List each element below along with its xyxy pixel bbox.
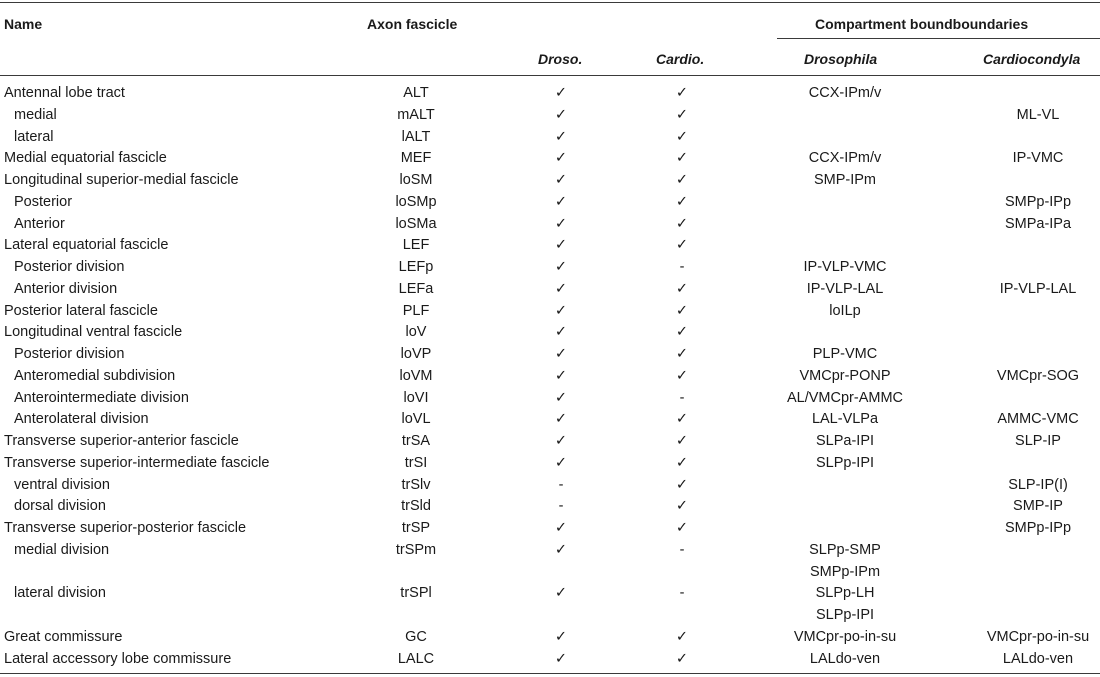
header-name: Name	[4, 16, 43, 32]
table-row	[0, 648, 1100, 670]
header-compartment-boundaries: Compartment boundboundaries	[815, 16, 1029, 32]
header-cardiocondyla: Cardiocondyla	[983, 51, 1081, 67]
top-rule	[0, 2, 1100, 3]
table-row	[0, 387, 1100, 409]
row-name: Posterior division	[14, 346, 125, 362]
row-droso-mark: ✓	[554, 324, 568, 341]
row-cardio-mark: ✓	[675, 302, 689, 319]
table-row	[0, 561, 1100, 583]
row-boundary-drosophila: AL/VMCpr-AMMC	[786, 389, 904, 406]
row-droso-mark: ✓	[554, 454, 568, 471]
table-row	[0, 343, 1100, 365]
row-name: medial	[14, 106, 57, 123]
row-name: medial division	[14, 541, 110, 558]
table-row	[0, 626, 1100, 648]
row-name: Transverse superior-anterior fascicle	[4, 433, 239, 449]
table-row	[0, 321, 1100, 343]
row-cardio-mark: ✓	[675, 237, 689, 254]
row-boundary-cardiocondyla: SLP-IP(I)	[1008, 476, 1068, 493]
row-cardio-mark: ✓	[675, 476, 689, 493]
row-droso-mark: ✓	[554, 280, 568, 297]
row-name: dorsal division	[14, 498, 106, 515]
row-boundary-cardiocondyla: IP-VLP-LAL	[999, 280, 1077, 297]
row-cardio-mark: ✓	[675, 367, 689, 384]
row-cardio-mark: ✓	[675, 324, 689, 341]
table-row	[0, 495, 1100, 517]
row-name: Longitudinal ventral fascicle	[4, 324, 183, 341]
row-droso-mark: ✓	[554, 346, 568, 362]
row-cardio-mark: ✓	[675, 520, 689, 536]
row-droso-mark: ✓	[554, 237, 568, 254]
row-boundary-drosophila: SLPp-IPI	[815, 454, 875, 471]
row-name: Lateral accessory lobe commissure	[4, 650, 232, 667]
row-cardio-mark: -	[679, 541, 685, 558]
table-row	[0, 474, 1100, 496]
row-droso-mark: ✓	[554, 259, 568, 275]
row-axon-fascicle: LEFa	[398, 280, 434, 297]
row-axon-fascicle: trSPl	[400, 585, 432, 602]
row-boundary-drosophila: SLPp-IPI	[815, 607, 875, 623]
row-axon-fascicle: trSA	[401, 433, 431, 449]
table-row	[0, 191, 1100, 213]
row-boundary-cardiocondyla: VMCpr-SOG	[996, 367, 1080, 384]
row-axon-fascicle: trSI	[404, 454, 428, 471]
row-droso-mark: ✓	[554, 193, 568, 210]
row-boundary-drosophila: SLPp-SMP	[809, 541, 881, 558]
row-name: lateral	[14, 128, 54, 145]
row-axon-fascicle: LEF	[402, 237, 430, 254]
row-axon-fascicle: LEFp	[398, 259, 434, 275]
table-row	[0, 430, 1100, 452]
row-cardio-mark: ✓	[675, 454, 689, 471]
row-boundary-cardiocondyla: VMCpr-po-in-su	[986, 628, 1090, 645]
compartment-rule	[777, 38, 1100, 39]
row-droso-mark: ✓	[554, 541, 568, 558]
row-droso-mark: ✓	[554, 215, 568, 232]
row-axon-fascicle: mALT	[397, 106, 435, 123]
header-axon-fascicle: Axon fascicle	[367, 16, 458, 32]
row-droso-mark: ✓	[554, 433, 568, 449]
row-name: Longitudinal superior-medial fascicle	[4, 172, 239, 188]
row-name: Anteromedial subdivision	[14, 367, 176, 384]
row-name: ventral division	[14, 476, 110, 493]
row-cardio-mark: ✓	[675, 628, 689, 645]
row-boundary-cardiocondyla: SMPa-IPa	[1004, 215, 1072, 232]
row-droso-mark: ✓	[554, 172, 568, 188]
row-axon-fascicle: trSPm	[395, 541, 437, 558]
row-boundary-cardiocondyla: SMPp-IPp	[1004, 520, 1072, 536]
row-droso-mark: ✓	[554, 520, 568, 536]
row-name: Anterointermediate division	[14, 389, 189, 406]
row-boundary-drosophila: SLPa-IPI	[815, 433, 875, 449]
table-row	[0, 517, 1100, 539]
row-cardio-mark: ✓	[675, 172, 689, 188]
row-droso-mark: ✓	[554, 411, 568, 428]
row-name: Transverse superior-intermediate fascicle	[4, 454, 270, 471]
table-row	[0, 604, 1100, 626]
row-droso-mark: -	[558, 498, 564, 515]
header-drosophila: Drosophila	[804, 51, 878, 67]
table-row	[0, 452, 1100, 474]
row-cardio-mark: ✓	[675, 215, 689, 232]
row-axon-fascicle: GC	[405, 628, 427, 645]
row-droso-mark: -	[558, 476, 564, 493]
row-boundary-drosophila: CCX-IPm/v	[808, 150, 882, 167]
table-row	[0, 278, 1100, 300]
row-axon-fascicle: loVL	[401, 411, 431, 428]
table-row	[0, 582, 1100, 604]
table-row	[0, 147, 1100, 169]
row-name: Posterior division	[14, 259, 125, 275]
table-row	[0, 234, 1100, 256]
row-axon-fascicle: trSld	[401, 498, 431, 515]
row-name: Anterior division	[14, 280, 118, 297]
row-name: Medial equatorial fascicle	[4, 150, 167, 167]
row-name: Posterior lateral fascicle	[4, 302, 158, 319]
row-droso-mark: ✓	[554, 106, 568, 123]
row-cardio-mark: -	[679, 259, 685, 275]
row-boundary-cardiocondyla: AMMC-VMC	[997, 411, 1079, 428]
row-boundary-cardiocondyla: LALdo-ven	[1002, 650, 1074, 667]
row-boundary-drosophila: loILp	[829, 302, 861, 319]
row-cardio-mark: -	[679, 585, 685, 602]
row-boundary-drosophila: LALdo-ven	[809, 650, 881, 667]
header-rule	[0, 75, 1100, 76]
row-droso-mark: ✓	[554, 128, 568, 145]
row-cardio-mark: ✓	[675, 650, 689, 667]
row-droso-mark: ✓	[554, 389, 568, 406]
row-cardio-mark: ✓	[675, 85, 689, 101]
row-boundary-drosophila: PLP-VMC	[812, 346, 878, 362]
bottom-rule	[0, 673, 1100, 674]
table-row	[0, 300, 1100, 322]
row-boundary-drosophila: SMP-IPm	[813, 172, 877, 188]
table-row	[0, 169, 1100, 191]
row-axon-fascicle: LALC	[397, 650, 435, 667]
table-row	[0, 213, 1100, 235]
row-boundary-cardiocondyla: ML-VL	[1016, 106, 1060, 123]
row-cardio-mark: ✓	[675, 128, 689, 145]
row-boundary-drosophila: LAL-VLPa	[811, 411, 879, 428]
table-row	[0, 365, 1100, 387]
row-axon-fascicle: loVP	[400, 346, 432, 362]
header-droso: Droso.	[538, 51, 583, 67]
row-axon-fascicle: loSMa	[395, 215, 437, 232]
row-droso-mark: ✓	[554, 150, 568, 167]
row-cardio-mark: ✓	[675, 193, 689, 210]
row-axon-fascicle: loVM	[399, 367, 433, 384]
row-cardio-mark: ✓	[675, 498, 689, 515]
table-row	[0, 408, 1100, 430]
row-name: Antennal lobe tract	[4, 85, 125, 101]
row-axon-fascicle: trSlv	[401, 476, 431, 493]
row-axon-fascicle: PLF	[402, 302, 430, 319]
row-droso-mark: ✓	[554, 628, 568, 645]
row-boundary-drosophila: CCX-IPm/v	[808, 85, 882, 101]
table-row	[0, 82, 1100, 104]
row-cardio-mark: ✓	[675, 150, 689, 167]
row-boundary-drosophila: SMPp-IPm	[809, 563, 881, 580]
header-cardio: Cardio.	[656, 51, 705, 67]
row-axon-fascicle: trSP	[401, 520, 431, 536]
row-droso-mark: ✓	[554, 367, 568, 384]
row-droso-mark: ✓	[554, 85, 568, 101]
table-row	[0, 104, 1100, 126]
row-axon-fascicle: loSM	[399, 172, 433, 188]
table-row	[0, 126, 1100, 148]
row-axon-fascicle: loVI	[403, 389, 429, 406]
row-droso-mark: ✓	[554, 585, 568, 602]
row-name: Great commissure	[4, 628, 123, 645]
row-name: Transverse superior-posterior fascicle	[4, 520, 247, 536]
row-cardio-mark: ✓	[675, 280, 689, 297]
row-name: Anterolateral division	[14, 411, 149, 428]
row-axon-fascicle: ALT	[403, 85, 429, 101]
row-name: Lateral equatorial fascicle	[4, 237, 169, 254]
row-boundary-drosophila: IP-VLP-LAL	[806, 280, 884, 297]
row-cardio-mark: ✓	[675, 106, 689, 123]
table-row	[0, 256, 1100, 278]
row-boundary-drosophila: IP-VLP-VMC	[803, 259, 887, 275]
row-boundary-cardiocondyla: SLP-IP	[1015, 433, 1061, 449]
row-boundary-drosophila: VMCpr-po-in-su	[793, 628, 897, 645]
row-cardio-mark: -	[679, 389, 685, 406]
row-boundary-cardiocondyla: SMP-IP	[1013, 498, 1063, 515]
row-boundary-drosophila: VMCpr-PONP	[799, 367, 891, 384]
row-boundary-drosophila: SLPp-LH	[815, 585, 875, 602]
row-axon-fascicle: lALT	[401, 128, 431, 145]
row-name: Posterior	[14, 193, 73, 210]
row-cardio-mark: ✓	[675, 346, 689, 362]
row-axon-fascicle: loV	[405, 324, 427, 341]
row-droso-mark: ✓	[554, 650, 568, 667]
table-row	[0, 539, 1100, 561]
row-axon-fascicle: loSMp	[395, 193, 437, 210]
row-droso-mark: ✓	[554, 302, 568, 319]
row-name: lateral division	[14, 585, 106, 602]
row-cardio-mark: ✓	[675, 411, 689, 428]
row-boundary-cardiocondyla: SMPp-IPp	[1004, 193, 1072, 210]
row-axon-fascicle: MEF	[400, 150, 432, 167]
row-boundary-cardiocondyla: IP-VMC	[1012, 150, 1064, 167]
row-cardio-mark: ✓	[675, 433, 689, 449]
row-name: Anterior	[14, 215, 65, 232]
